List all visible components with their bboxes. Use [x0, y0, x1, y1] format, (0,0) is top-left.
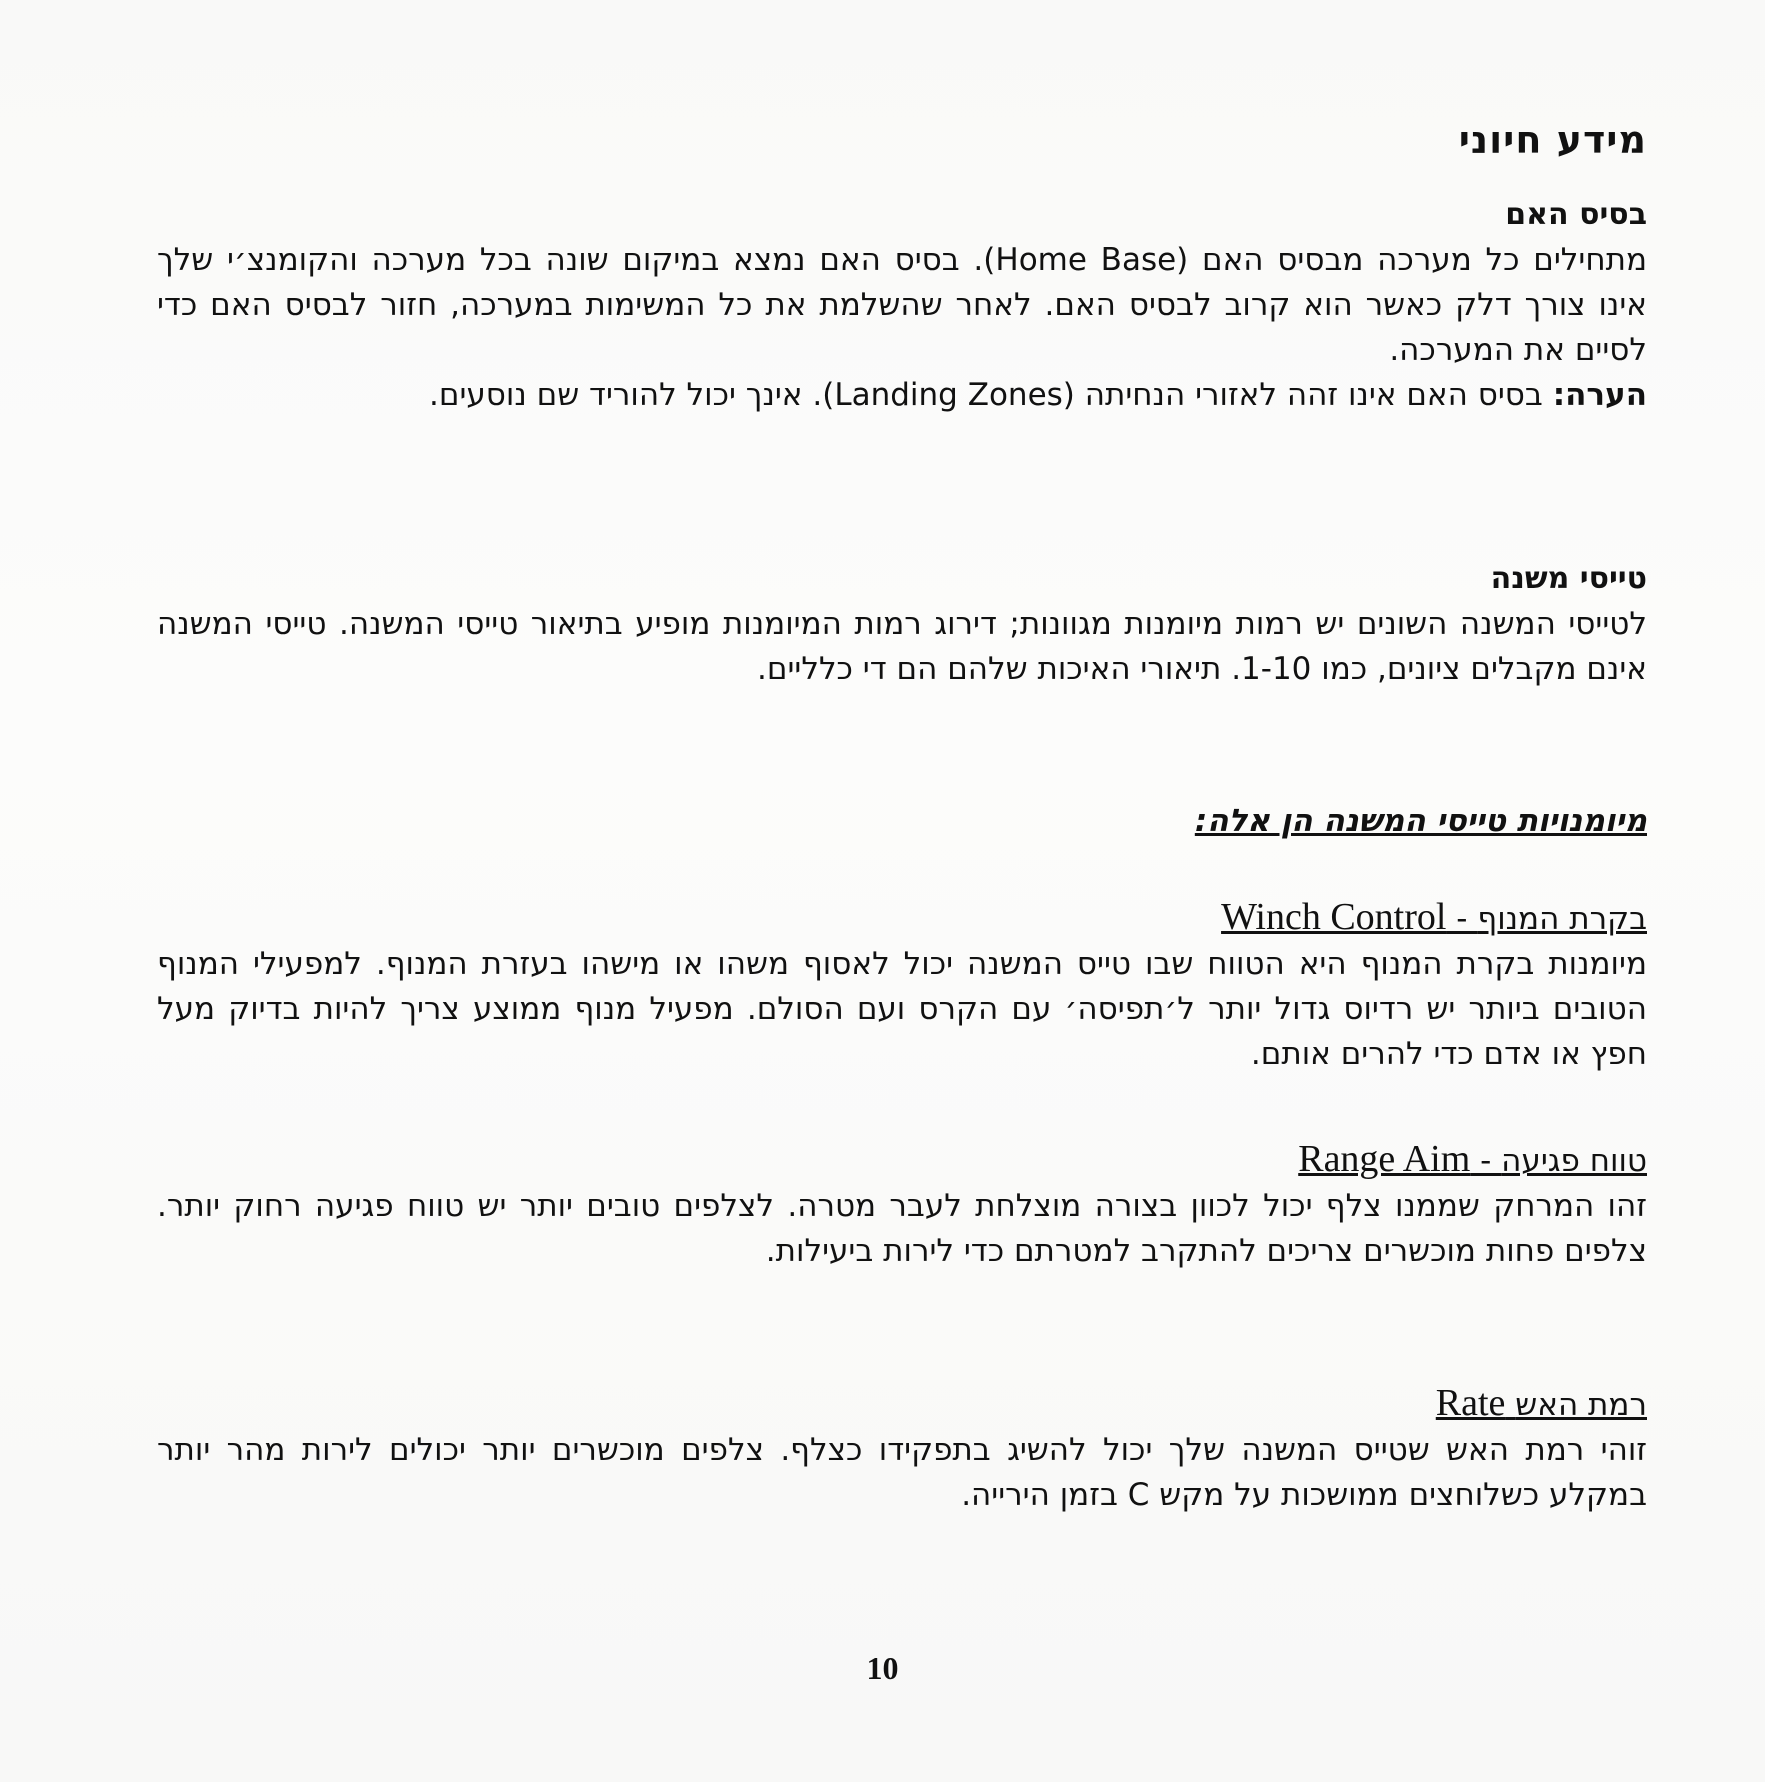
winch-paragraph: מיומנות בקרת המנוף היא הטווח שבו טייס המשנה יכול לאסוף משהו או מישהו בעזרת המנוף. למפעילי המנוף הטובים ביותר יש רדיוס גדול יותר ל׳תפיסה׳ עם הקרס ועם הסולם. מפעיל מנוף ממוצע צריך להיות בדיוק מעל חפץ או אדם כדי להרים אותם.: [157, 946, 1647, 1072]
winch-heading: [157, 894, 1647, 942]
home-base-note: [157, 373, 1647, 418]
home-base-section: [157, 192, 1647, 418]
range-heading-sep: -: [1470, 1143, 1502, 1179]
skills-section: [157, 798, 1647, 844]
page-number: 10: [866, 1650, 899, 1686]
rate-heading-he: רמת האש: [1515, 1387, 1647, 1423]
skills-heading: מיומנויות טייסי המשנה הן אלה:: [1194, 803, 1647, 839]
copilots-section: [157, 556, 1647, 692]
home-base-paragraph: מתחילים כל מערכה מבסיס האם (Home Base). בסיס האם נמצא במיקום שונה בכל מערכה והקומנצ׳י שלך אינו צורך דלק כאשר הוא קרוב לבסיס האם. לאחר שהשלמת את כל המשימות במערכה, חזור לבסיס האם כדי לסיים את המערכה.: [157, 242, 1647, 368]
note-text: בסיס האם אינו זהה לאזורי הנחיתה (Landing Zones). אינך יכול להוריד שם נוסעים.: [429, 377, 1543, 413]
rate-heading-en: Rate: [1435, 1382, 1506, 1424]
range-heading: [157, 1136, 1647, 1184]
home-base-heading: בסיס האם: [1505, 197, 1647, 232]
winch-heading-he: בקרת המנוף: [1477, 901, 1647, 937]
range-paragraph: זהו המרחק שממנו צלף יכול לכוון בצורה מוצלחת לעבר מטרה. לצלפים טובים יותר יש טווח פגיעה רחוק יותר. צלפים פחות מוכשרים צריכים להתקרב למטרתם כדי לירות ביעילות.: [157, 1188, 1647, 1269]
winch-heading-sep: -: [1446, 901, 1478, 937]
rate-heading: [157, 1380, 1647, 1428]
page-title: מידע חיוני: [1458, 118, 1647, 162]
copilots-heading: טייסי משנה: [1490, 561, 1647, 596]
range-section: [157, 1136, 1647, 1274]
winch-heading-en: Winch Control: [1221, 896, 1447, 938]
winch-section: [157, 894, 1647, 1077]
copilots-paragraph: לטייסי המשנה השונים יש רמות מיומנות מגוונות; דירוג רמות המיומנות מופיע בתיאור טייסי המשנה. טייסי המשנה אינם מקבלים ציונים, כמו 1-10. תיאורי האיכות שלהם הם די כלליים.: [157, 606, 1647, 687]
rate-paragraph: זוהי רמת האש שטייס המשנה שלך יכול להשיג בתפקידו כצלף. צלפים מוכשרים יותר יכולים לירות מהר יותר במקלע כשלוחצים ממושכות על מקש C בזמן הירייה.: [157, 1432, 1647, 1513]
range-heading-en: Range Aim: [1298, 1138, 1471, 1180]
range-heading-he: טווח פגיעה: [1501, 1143, 1647, 1179]
note-label: הערה:: [1552, 377, 1647, 413]
rate-section: [157, 1380, 1647, 1518]
